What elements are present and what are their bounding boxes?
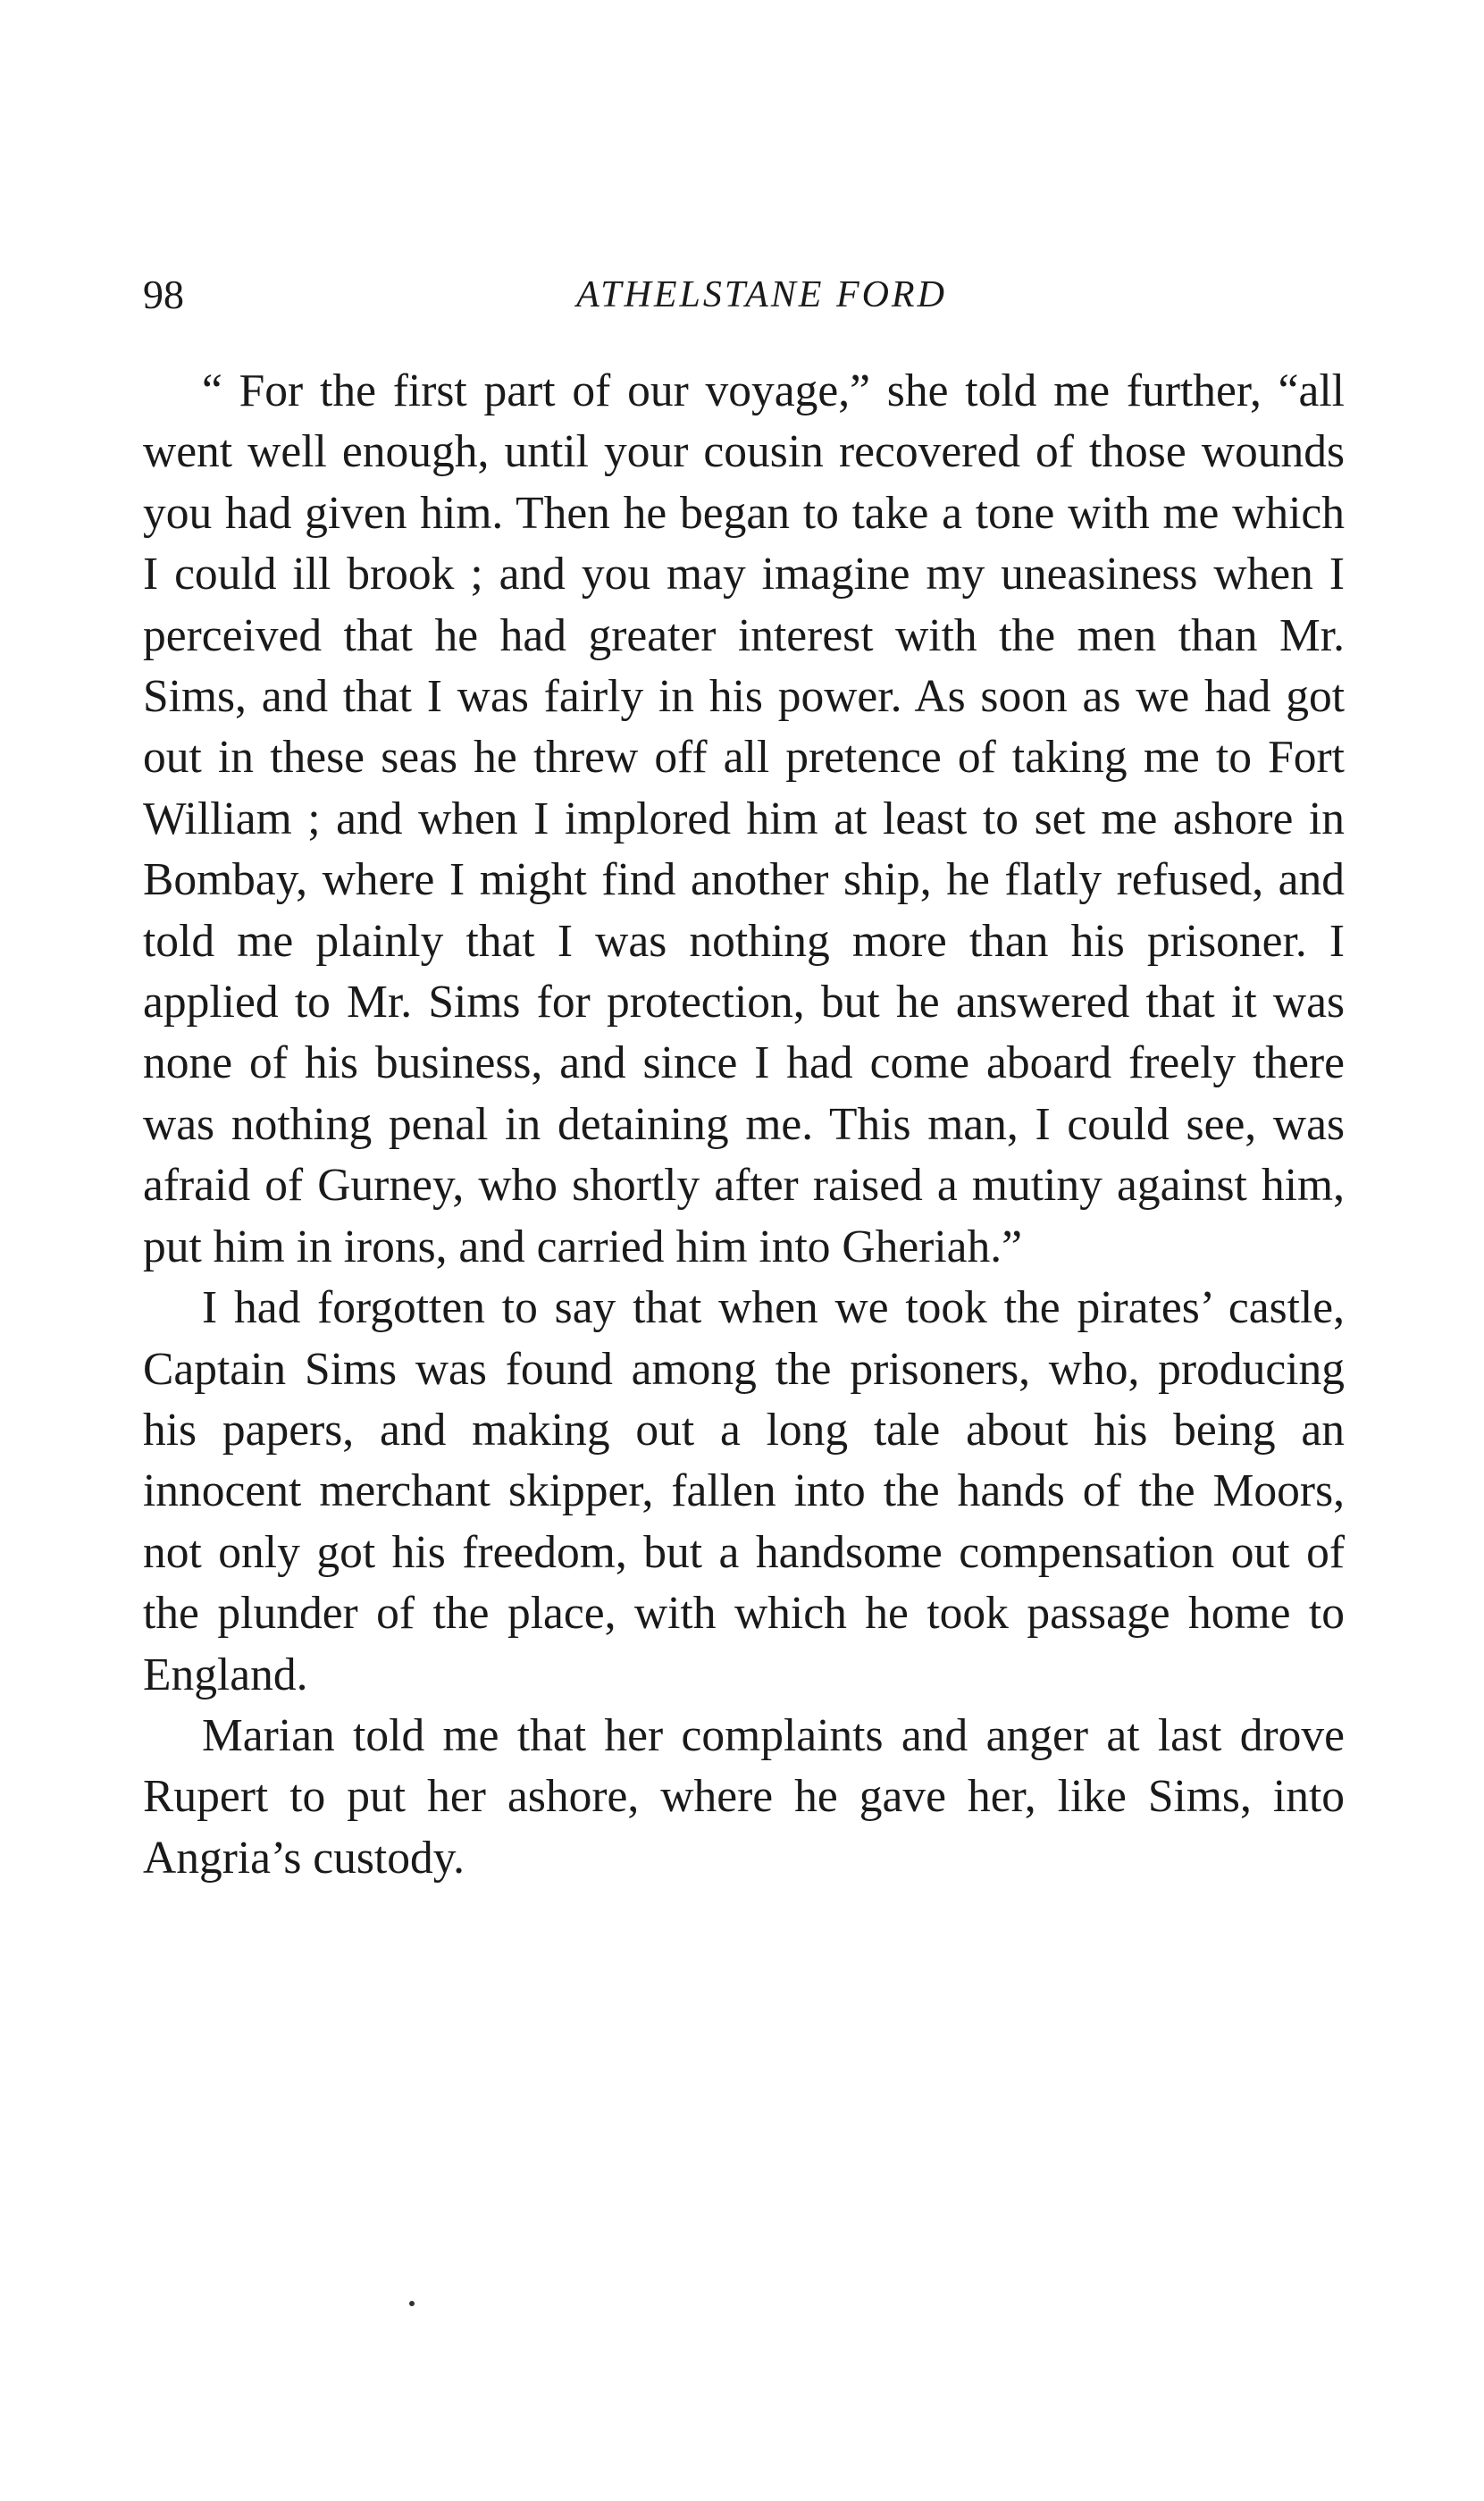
paragraph-3: Marian told me that her complaints and anger at last drove Rupert to put her ashore, where he gave her, like Sims, into Angria’s custody. — [143, 1709, 1345, 1884]
running-title: ATHELSTANE FORD — [576, 274, 947, 315]
ink-speck — [409, 2301, 415, 2306]
paragraph-2: I had forgotten to say that when we took the pirates’ castle, Captain Sims was found among the prisoners, who, producing his papers, and making out a long tale about his being an innocent merchant skipper, fallen into the hands of the Moors, not only got his freedom, but a handsome compensation out of the plunder of the place, with which he took passage home to England. — [143, 1282, 1345, 1700]
page-header — [143, 268, 1345, 322]
paragraph-1: “ For the first part of our voyage,” she told me further, “all went well enough, until your cousin recovered of those wounds you had given him. Then he began to take a tone with me which I could ill brook ; and you may imagine my uneasiness when I perceived that he had greater interest with the men than Mr. Sims, and that I was fairly in his power. As soon as we had got out in these seas he threw off all pretence of taking me to Fort William ; and when I implored him at least to set me ashore in Bombay, where I might find another ship, he flatly refused, and told me plainly that I was nothing more than his prisoner. I applied to Mr. Sims for protection, but he answered that it was none of his business, and since I had come aboard freely there was nothing penal in detaining me. This man, I could see, was afraid of Gurney, who shortly after raised a mutiny against him, put him in irons, and carried him into Gheriah.” — [143, 365, 1345, 1272]
body-text — [143, 361, 1345, 1889]
page-number: 98 — [143, 272, 184, 317]
